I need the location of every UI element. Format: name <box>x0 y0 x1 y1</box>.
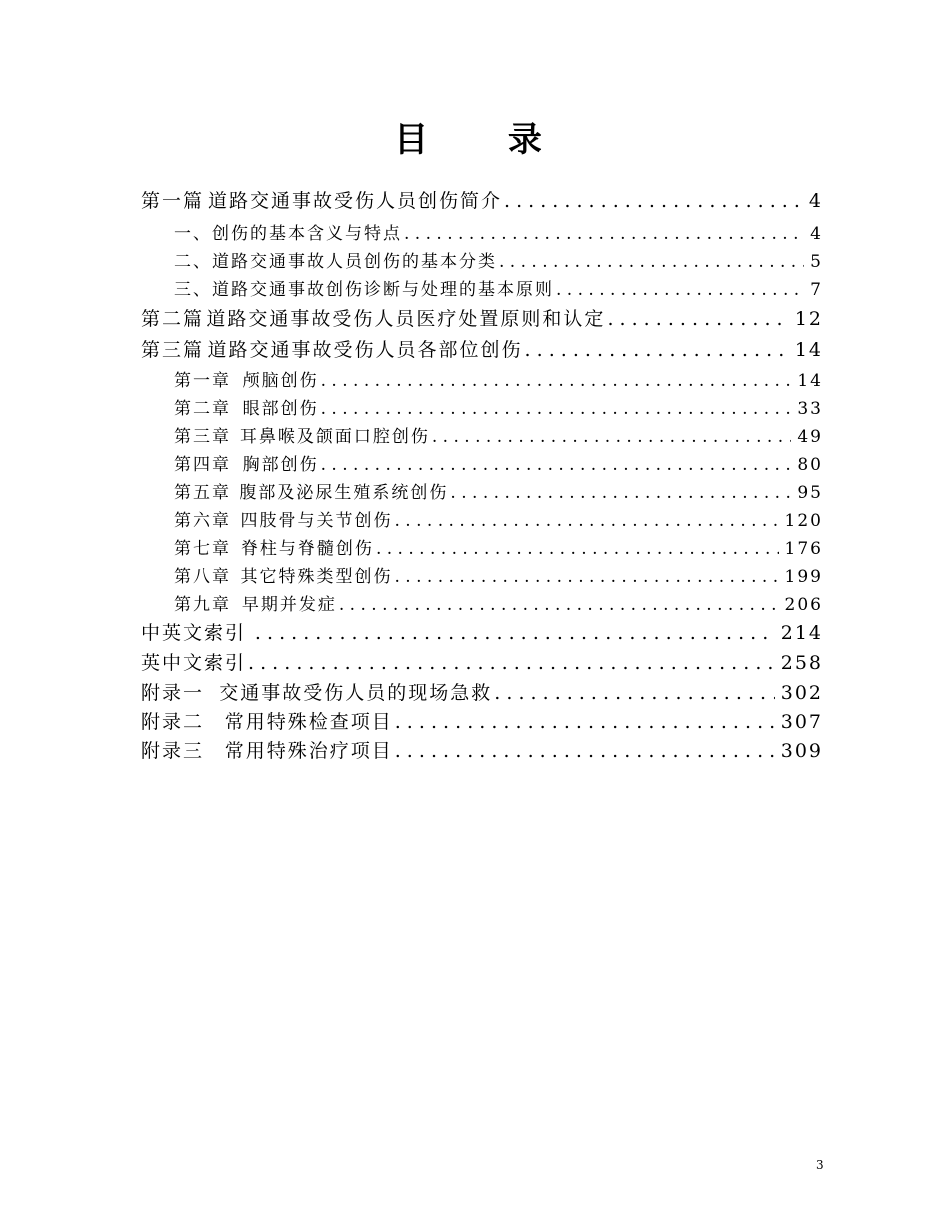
dot-leader <box>607 308 788 330</box>
entry-number: 第九章 <box>174 595 231 615</box>
entry-title: 颅脑创伤 <box>242 371 319 391</box>
dot-leader <box>499 252 804 272</box>
entry-page: 307 <box>780 711 823 733</box>
entry-number: 第五章 <box>174 483 231 503</box>
entry-number: 第二篇 <box>141 308 205 330</box>
entry-title: 早期并发症 <box>241 595 337 615</box>
entry-page: 33 <box>797 399 823 419</box>
entry-title: 耳鼻喉及颌面口腔创伤 <box>239 427 430 447</box>
toc-entry-index-cn-en[interactable] <box>141 618 823 645</box>
entry-page: 4 <box>808 190 823 212</box>
entry-page: 176 <box>784 539 823 559</box>
toc-entry-section-3[interactable] <box>174 275 823 300</box>
dot-leader <box>376 539 779 559</box>
toc-entry-index-en-cn[interactable] <box>141 648 823 675</box>
entry-title: 胸部创伤 <box>242 455 319 475</box>
toc-entry-part-3[interactable] <box>141 335 823 362</box>
entry-number: 第二章 <box>174 399 231 419</box>
entry-title: 中英文索引 <box>141 622 247 644</box>
entry-title: 腹部及泌尿生殖系统创伤 <box>239 483 449 503</box>
entry-title: 道路交通事故受伤人员医疗处置原则和认定 <box>206 308 606 330</box>
entry-page: 14 <box>797 371 823 391</box>
toc-entry-part-2[interactable] <box>141 304 823 331</box>
entry-title: 三、道路交通事故创伤诊断与处理的基本原则 <box>174 280 554 300</box>
entry-number: 第七章 <box>174 539 231 559</box>
dot-leader <box>404 224 804 244</box>
toc-entry-chapter-9[interactable] <box>174 590 823 615</box>
dot-leader <box>255 622 775 644</box>
entry-page: 199 <box>784 567 823 587</box>
entry-page: 7 <box>810 280 823 300</box>
toc-entry-part-1[interactable] <box>141 186 823 213</box>
entry-number: 第一章 <box>174 371 231 391</box>
entry-number: 附录二 <box>141 711 205 733</box>
entry-title: 四肢骨与关节创伤 <box>240 511 393 531</box>
dot-leader <box>394 567 778 587</box>
dot-leader <box>321 399 792 419</box>
toc-title: 目 录 <box>394 120 576 160</box>
entry-number: 第三篇 <box>141 339 205 361</box>
entry-title: 眼部创伤 <box>242 399 319 419</box>
entry-title: 交通事故受伤人员的现场急救 <box>219 682 493 704</box>
dot-leader <box>395 740 775 762</box>
page-number: 3 <box>816 1158 824 1172</box>
entry-number: 第四章 <box>174 455 231 475</box>
dot-leader <box>494 682 774 704</box>
entry-number: 附录一 <box>141 682 205 704</box>
dot-leader <box>339 595 779 615</box>
dot-leader <box>394 511 778 531</box>
dot-leader <box>525 339 789 361</box>
dot-leader <box>395 711 775 733</box>
entry-title: 常用特殊检查项目 <box>224 711 393 733</box>
entry-page: 302 <box>780 682 823 704</box>
entry-title: 英中文索引 <box>141 652 247 674</box>
dot-leader <box>248 652 775 674</box>
dot-leader <box>321 371 792 391</box>
entry-title: 其它特殊类型创伤 <box>240 567 393 587</box>
toc-entry-chapter-5[interactable] <box>174 478 823 503</box>
entry-number: 第八章 <box>174 567 231 587</box>
entry-page: 12 <box>794 308 823 330</box>
entry-page: 80 <box>797 455 823 475</box>
toc-entry-chapter-8[interactable] <box>174 562 823 587</box>
toc-entry-section-2[interactable] <box>174 247 823 272</box>
dot-leader <box>504 190 803 212</box>
dot-leader <box>450 483 791 503</box>
entry-title: 一、创伤的基本含义与特点 <box>174 224 402 244</box>
entry-page: 4 <box>810 224 823 244</box>
entry-page: 95 <box>797 483 823 503</box>
toc-entry-appendix-2[interactable] <box>141 707 823 734</box>
toc-entry-section-1[interactable] <box>174 219 823 244</box>
entry-number: 第三章 <box>174 427 231 447</box>
entry-title: 二、道路交通事故人员创伤的基本分类 <box>174 252 497 272</box>
entry-number: 第一篇 <box>141 190 205 212</box>
entry-number: 附录三 <box>141 740 205 762</box>
entry-number: 第六章 <box>174 511 231 531</box>
toc-entry-appendix-3[interactable] <box>141 736 823 763</box>
toc-entry-chapter-3[interactable] <box>174 422 823 447</box>
toc-entry-chapter-7[interactable] <box>174 534 823 559</box>
toc-entry-appendix-1[interactable] <box>141 678 823 705</box>
dot-leader <box>321 455 792 475</box>
toc-entry-chapter-6[interactable] <box>174 506 823 531</box>
entry-page: 14 <box>794 339 823 361</box>
entry-page: 120 <box>784 511 823 531</box>
entry-title: 常用特殊治疗项目 <box>224 740 393 762</box>
dot-leader <box>432 427 791 447</box>
entry-title: 道路交通事故受伤人员创伤简介 <box>207 190 502 212</box>
entry-page: 214 <box>780 622 823 644</box>
dot-leader <box>556 280 804 300</box>
entry-page: 49 <box>797 427 823 447</box>
entry-title: 道路交通事故受伤人员各部位创伤 <box>207 339 523 361</box>
toc-entry-chapter-1[interactable] <box>174 366 823 391</box>
entry-title: 脊柱与脊髓创伤 <box>240 539 374 559</box>
entry-page: 258 <box>780 652 823 674</box>
toc-entry-chapter-2[interactable] <box>174 394 823 419</box>
entry-page: 309 <box>780 740 823 762</box>
toc-entry-chapter-4[interactable] <box>174 450 823 475</box>
entry-page: 206 <box>784 595 823 615</box>
entry-page: 5 <box>810 252 823 272</box>
